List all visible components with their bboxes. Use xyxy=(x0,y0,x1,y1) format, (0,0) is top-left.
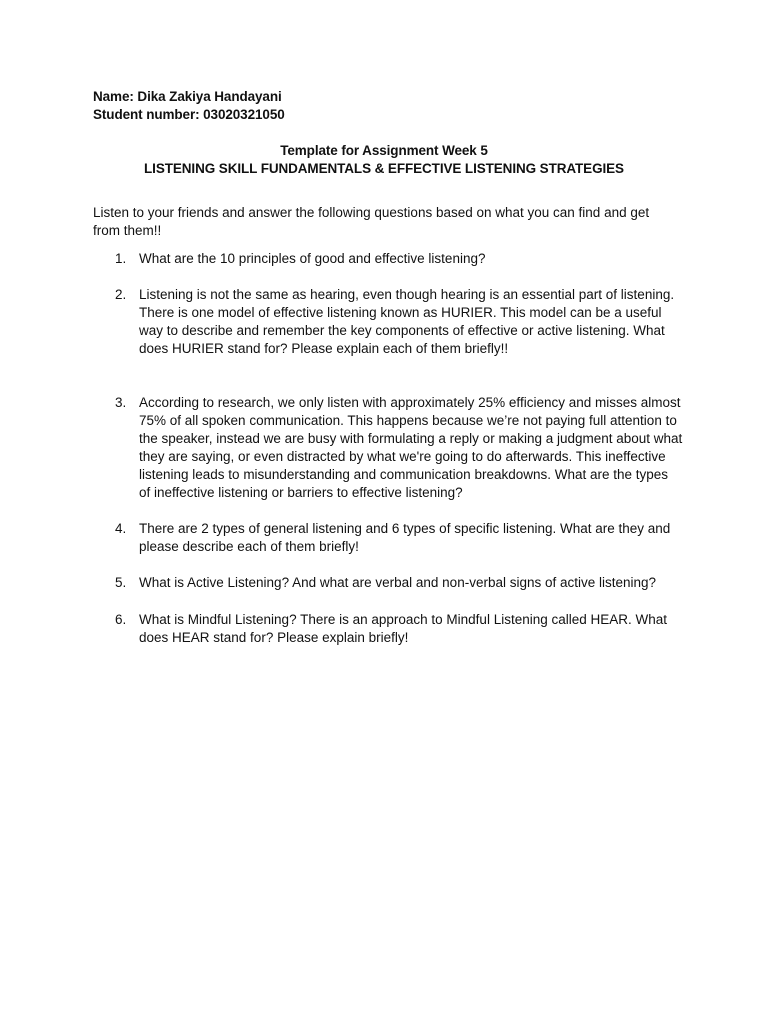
question-item xyxy=(93,520,683,556)
question-number: 3. xyxy=(115,395,127,410)
student-info xyxy=(93,88,285,124)
student-name: Name: Dika Zakiya Handayani xyxy=(93,89,282,104)
assignment-title: Template for Assignment Week 5 xyxy=(280,143,488,158)
question-item xyxy=(93,250,683,268)
question-text: According to research, we only listen with approximately 25% efficiency and misses almost 75% of all spoken communication. This happens because we’re not paying full attention to the speaker, instead we are busy with formulating a reply or making a judgment about what they are saying, or even distracted by what we're going to do afterwards. This ineffective listening leads to misunderstanding and communication breakdowns. What are the types of ineffective listening or barriers to effective listening? xyxy=(139,395,683,500)
question-item xyxy=(93,394,683,502)
question-number: 4. xyxy=(115,521,127,536)
question-number: 5. xyxy=(115,575,127,590)
question-text: What is Mindful Listening? There is an approach to Mindful Listening called HEAR. What does HEAR stand for? Please explain briefly! xyxy=(139,612,668,645)
question-item xyxy=(93,574,683,592)
question-text: There are 2 types of general listening and 6 types of specific listening. What are they and please describe each of them briefly! xyxy=(139,521,671,554)
question-text: What is Active Listening? And what are verbal and non-verbal signs of active listening? xyxy=(139,575,657,590)
question-number: 2. xyxy=(115,287,127,302)
question-number: 6. xyxy=(115,612,127,627)
student-number: Student number: 03020321050 xyxy=(93,107,285,122)
question-text: What are the 10 principles of good and effective listening? xyxy=(139,251,486,266)
question-number: 1. xyxy=(115,251,127,266)
assignment-topic: LISTENING SKILL FUNDAMENTALS & EFFECTIVE LISTENING STRATEGIES xyxy=(144,161,624,176)
question-text: Listening is not the same as hearing, even though hearing is an essential part of listening. There is one model of effective listening known as HURIER. This model can be a useful way to describe and remember the key components of effective or active listening. What does HURIER stand for? Please explain each of them briefly!! xyxy=(139,287,675,356)
question-item xyxy=(93,286,683,358)
question-item xyxy=(93,611,683,647)
instructions-text: Listen to your friends and answer the following questions based on what you can find and get from them!! xyxy=(93,205,650,238)
assignment-heading xyxy=(0,142,768,178)
